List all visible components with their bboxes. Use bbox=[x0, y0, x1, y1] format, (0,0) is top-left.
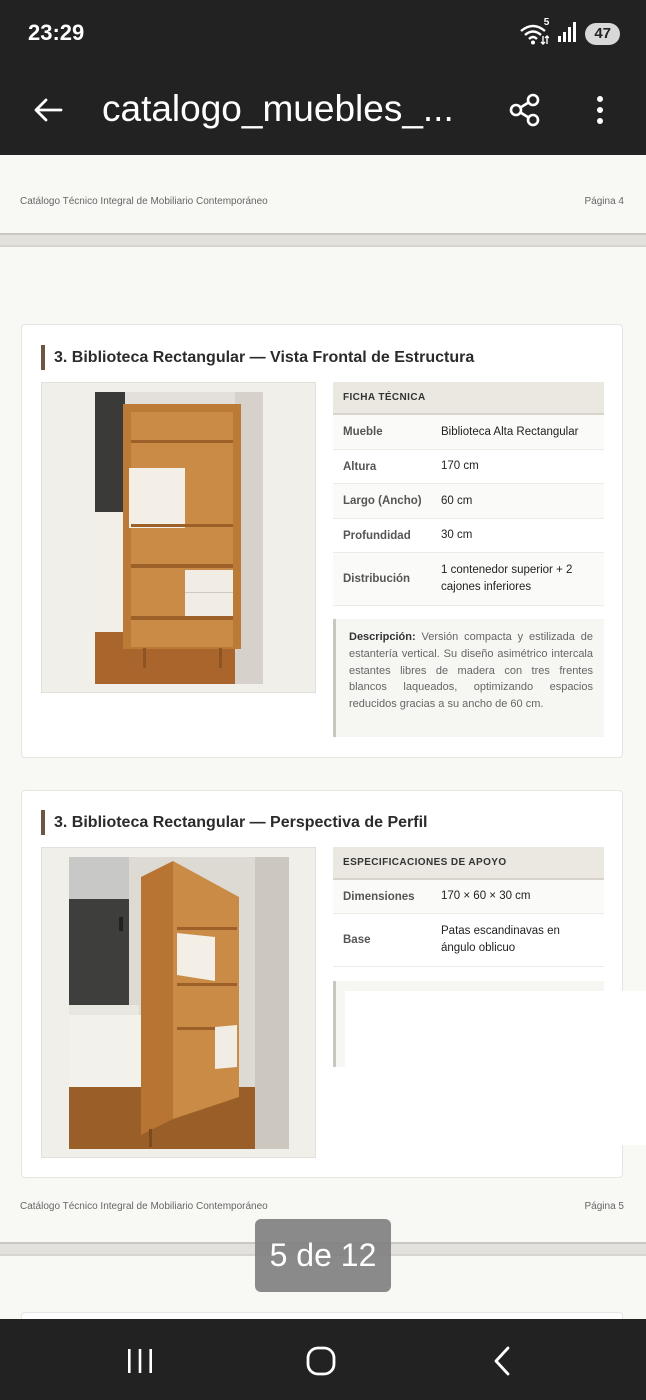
home-icon[interactable] bbox=[299, 1339, 343, 1383]
wifi-badge: 5 bbox=[543, 17, 550, 28]
table-row bbox=[333, 519, 604, 553]
description-box bbox=[333, 619, 604, 737]
page-5-footer bbox=[20, 1201, 624, 1212]
photo-frame bbox=[41, 382, 316, 693]
spec-value: Biblioteca Alta Rectangular bbox=[441, 425, 579, 438]
spec-label: Distribución bbox=[343, 573, 411, 585]
next-card-edge bbox=[21, 1312, 623, 1319]
table-row bbox=[333, 553, 604, 606]
photo-frame bbox=[41, 847, 316, 1158]
recent-apps-icon[interactable] bbox=[118, 1339, 162, 1383]
card-title: 3. Biblioteca Rectangular — Perspectiva de Perfil bbox=[41, 810, 427, 835]
spec-label: Largo (Ancho) bbox=[343, 495, 422, 507]
spec-label: Base bbox=[343, 934, 371, 946]
page-number: Página 5 bbox=[584, 1201, 624, 1212]
table-row bbox=[333, 880, 604, 914]
catalog-name: Catálogo Técnico Integral de Mobiliario Contemporáneo bbox=[20, 1201, 268, 1212]
back-icon[interactable] bbox=[480, 1339, 524, 1383]
spec-label: Profundidad bbox=[343, 529, 411, 542]
table-row bbox=[333, 415, 604, 450]
navigation-bar bbox=[0, 1319, 646, 1400]
document-title: catalogo_muebles_... bbox=[102, 88, 454, 129]
wifi-icon bbox=[519, 17, 550, 46]
spec-value: 1 contenedor superior + 2 cajones inferiores bbox=[441, 564, 573, 593]
more-vert-icon[interactable] bbox=[578, 88, 622, 132]
table-row bbox=[333, 914, 604, 967]
table-row bbox=[333, 450, 604, 484]
status-time: 23:29 bbox=[28, 20, 85, 45]
product-card-front bbox=[21, 324, 623, 758]
description-text: Versión compacta y estilizada de estantería vertical. Su diseño asimétrico intercala estantes libres de madera con tres frentes blancos laqueados, optimizando espacios reducidos gracias a su ancho de 60 cm. bbox=[349, 631, 593, 711]
blank-overlay bbox=[345, 991, 646, 1145]
spec-table bbox=[333, 382, 604, 606]
catalog-name: Catálogo Técnico Integral de Mobiliario Contemporáneo bbox=[20, 196, 268, 207]
bookshelf-profile-photo bbox=[69, 857, 289, 1149]
spec-value: Patas escandinavas en ángulo oblicuo bbox=[441, 925, 560, 954]
spec-label: Altura bbox=[343, 460, 377, 473]
back-arrow-icon[interactable] bbox=[26, 88, 70, 132]
status-icons bbox=[519, 17, 620, 48]
spec-label: Mueble bbox=[343, 426, 383, 438]
app-bar bbox=[0, 70, 646, 155]
share-icon[interactable] bbox=[503, 88, 547, 132]
page-4 bbox=[0, 155, 646, 233]
support-spec-table bbox=[333, 847, 604, 967]
table-row bbox=[333, 484, 604, 519]
page-indicator: 5 de 12 bbox=[255, 1219, 391, 1292]
description-label: Descripción: bbox=[349, 631, 416, 643]
spec-label: Dimensiones bbox=[343, 890, 415, 903]
signal-icon bbox=[557, 21, 577, 48]
spec-value: 170 × 60 × 30 cm bbox=[441, 890, 531, 902]
page-number: Página 4 bbox=[584, 196, 624, 207]
status-bar bbox=[0, 0, 646, 70]
page-separator bbox=[0, 233, 646, 247]
spec-value: 170 cm bbox=[441, 460, 479, 472]
battery-icon: 47 bbox=[585, 23, 620, 45]
spec-value: 60 cm bbox=[441, 494, 473, 507]
card-title: 3. Biblioteca Rectangular — Vista Frontal de Estructura bbox=[41, 345, 474, 370]
spec-value: 30 cm bbox=[441, 529, 473, 541]
page-4-footer bbox=[20, 196, 624, 207]
spec-header: FICHA TÉCNICA bbox=[333, 382, 604, 415]
bookshelf-front-photo bbox=[95, 392, 263, 684]
spec-header: ESPECIFICACIONES DE APOYO bbox=[333, 847, 604, 880]
